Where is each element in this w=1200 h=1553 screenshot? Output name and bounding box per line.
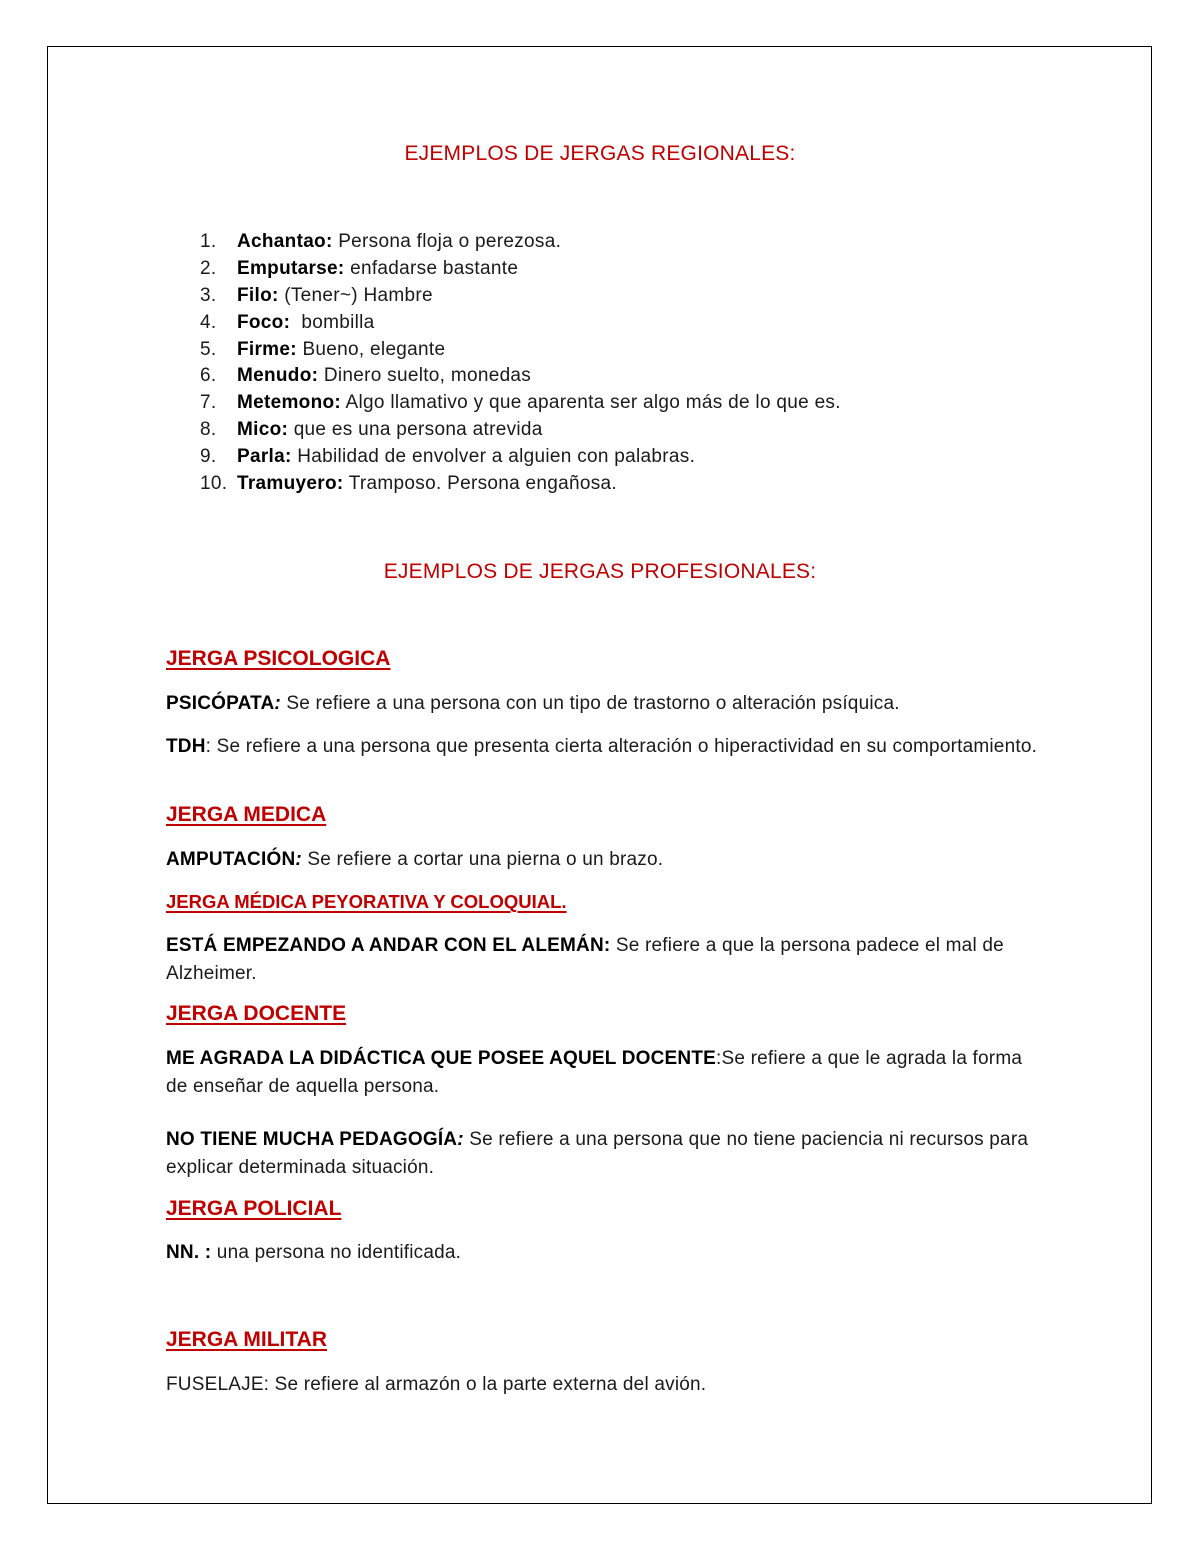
entry-term: NO TIENE MUCHA PEDAGOGÍA [166,1129,458,1150]
entry-definition: Se refiere a una persona con un tipo de trastorno o alteración psíquica. [280,693,900,714]
list-item [200,337,841,364]
entry-term: ME AGRADA LA DIDÁCTICA QUE POSEE AQUEL DOCENTE [166,1048,717,1069]
entry-aleman [166,932,1046,988]
list-definition: bombilla [290,311,375,333]
list-term: Filo: [237,284,279,306]
list-term: Menudo: [237,365,319,387]
list-item [200,363,841,390]
entry-term: PSICÓPATA [166,693,275,714]
entry-colon: : [274,693,281,714]
entry-definition: Se refiere a cortar una pierna o un brazo. [301,849,664,870]
list-number: 10. [200,473,228,495]
entry-pedagogia [166,1126,1046,1182]
list-number: 9. [200,446,217,468]
entry-nn [166,1239,1046,1267]
list-definition: enfadarse bastante [344,257,519,279]
list-definition: Algo llamativo y que aparenta ser algo más de lo que es. [341,392,841,414]
list-term: Firme: [237,338,297,360]
heading-profesional: EJEMPLOS DE JERGAS PROFESIONALES: [383,560,817,583]
section-title-medica: JERGA MEDICA [166,803,327,826]
list-number: 6. [200,365,217,387]
entry-term: ESTÁ EMPEZANDO A ANDAR CON EL ALEMÁN: [166,935,611,956]
list-definition: (Tener~) Hambre [278,284,433,306]
list-term: Achantao: [237,231,333,252]
entry-term: NN. : [166,1242,212,1263]
heading-regional: EJEMPLOS DE JERGAS REGIONALES: [404,142,796,165]
entry-colon: : [457,1129,464,1150]
list-definition: Persona floja o perezosa. [332,231,562,252]
list-number: 8. [200,419,217,441]
regional-jargon-list [200,229,841,498]
list-term: Tramuyero: [237,473,344,495]
list-definition: Habilidad de envolver a alguien con palabras. [291,446,696,468]
section-title-psicologica: JERGA PSICOLOGICA [166,647,391,670]
list-number: 1. [200,231,217,252]
list-item [200,229,841,256]
list-number: 3. [200,284,217,306]
list-item [200,417,841,444]
list-item [200,256,841,283]
entry-definition: Se refiere a que la persona padece el mal de Alzheimer. [166,935,1004,984]
list-term: Emputarse: [237,257,345,279]
section-title-policial: JERGA POLICIAL [166,1197,342,1220]
entry-definition: una persona no identificada. [211,1242,462,1263]
entry-amputacion [166,846,1046,874]
entry-tdh [166,733,1046,761]
entry-psicopata [166,690,1046,718]
entry-definition: Se refiere a una persona que no tiene paciencia ni recursos para explicar determinada situación. [166,1129,1029,1178]
list-term: Parla: [237,446,292,468]
list-definition: que es una persona atrevida [288,419,543,441]
list-item [200,283,841,310]
list-item [200,471,841,498]
list-number: 5. [200,338,217,360]
list-term: Foco: [237,311,291,333]
list-item [200,444,841,471]
list-number: 7. [200,392,217,414]
list-item [200,310,841,337]
entry-definition: :Se refiere a que le agrada la forma de enseñar de aquella persona. [166,1048,1023,1097]
section-title-militar: JERGA MILITAR [166,1328,327,1351]
entry-didactica [166,1045,1046,1101]
list-term: Metemono: [237,392,342,414]
entry-fuselaje: FUSELAJE: Se refiere al armazón o la parte externa del avión. [166,1374,707,1395]
list-number: 2. [200,257,217,279]
entry-colon: : [295,849,302,870]
entry-definition: : Se refiere a una persona que presenta cierta alteración o hiperactividad en su comportamiento. [205,736,1038,757]
list-definition: Dinero suelto, monedas [318,365,532,387]
section-title-peyorativa: JERGA MÉDICA PEYORATIVA Y COLOQUIAL. [166,891,567,912]
list-definition: Tramposo. Persona engañosa. [343,473,617,495]
list-term: Mico: [237,419,289,441]
list-definition: Bueno, elegante [296,338,446,360]
list-number: 4. [200,311,217,333]
list-item [200,390,841,417]
entry-term: TDH [166,736,206,757]
entry-term: AMPUTACIÓN [166,849,296,870]
section-title-docente: JERGA DOCENTE [166,1002,347,1025]
